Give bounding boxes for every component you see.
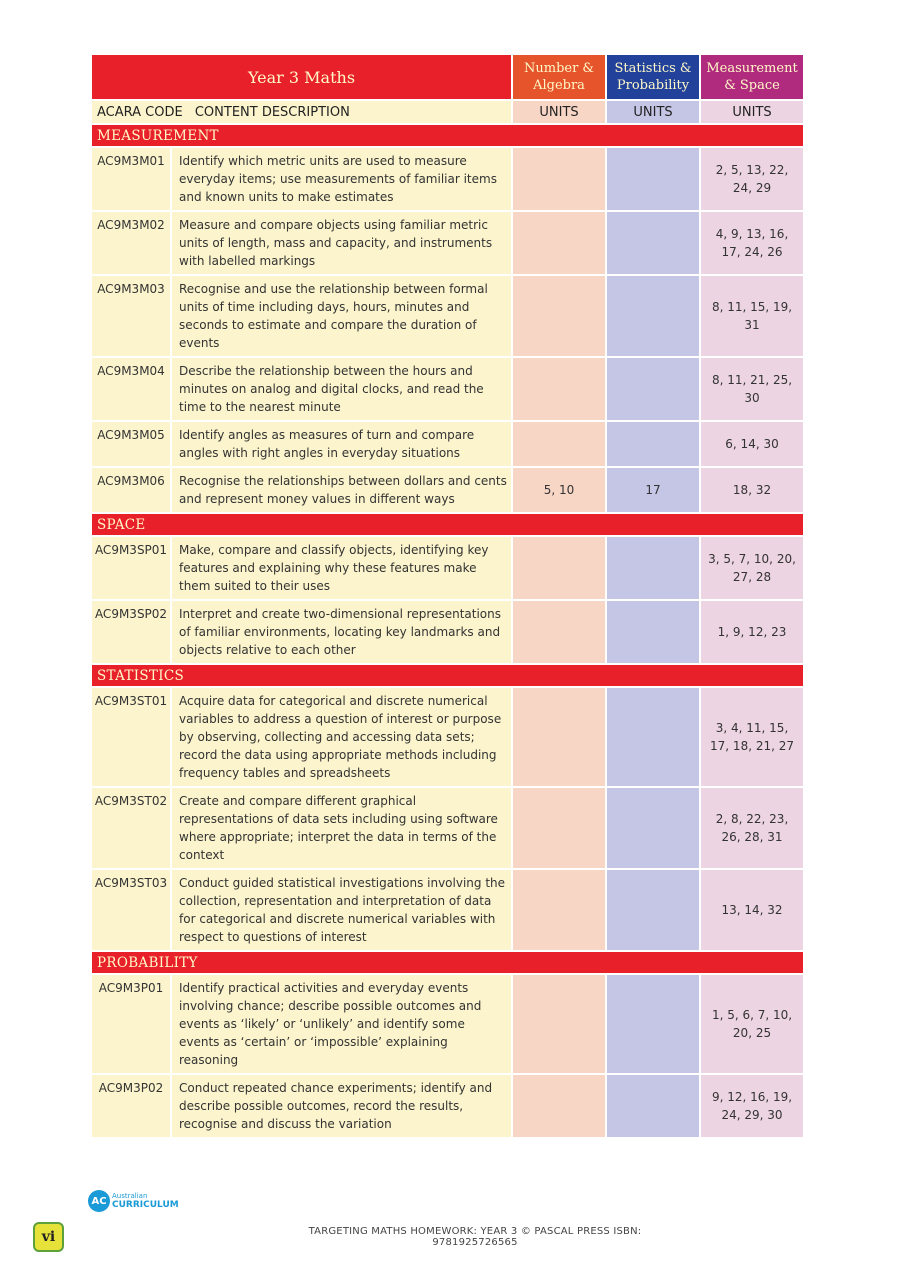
units-measurement-space: 2, 8, 22, 23, 26, 28, 31 [701, 788, 803, 868]
units-number-algebra [513, 148, 605, 210]
units-label-sp: UNITS [607, 101, 699, 123]
units-measurement-space: 9, 12, 16, 19, 24, 29, 30 [701, 1075, 803, 1137]
units-label-ms: UNITS [701, 101, 803, 123]
units-number-algebra [513, 788, 605, 868]
table-row [92, 212, 803, 274]
acara-code: AC9M3M03 [92, 276, 170, 356]
content-description: Conduct guided statistical investigations involving the collection, representation and interpretation of data for categorical and discrete numerical variables with respect to questions of interest [172, 870, 511, 950]
content-description: Make, compare and classify objects, identifying key features and explaining why these features make them suited to their uses [172, 537, 511, 599]
units-measurement-space: 13, 14, 32 [701, 870, 803, 950]
units-statistics-probability [607, 537, 699, 599]
table-row [92, 358, 803, 420]
table-row [92, 276, 803, 356]
acara-code: AC9M3SP02 [92, 601, 170, 663]
units-statistics-probability [607, 212, 699, 274]
units-statistics-probability [607, 870, 699, 950]
units-statistics-probability [607, 422, 699, 466]
table-row [92, 468, 803, 512]
acara-code: AC9M3M01 [92, 148, 170, 210]
content-description: Create and compare different graphical representations of data sets including using software where appropriate; interpret the data in terms of the context [172, 788, 511, 868]
units-number-algebra [513, 212, 605, 274]
units-statistics-probability [607, 788, 699, 868]
units-measurement-space: 2, 5, 13, 22, 24, 29 [701, 148, 803, 210]
australian-curriculum-logo [88, 1190, 179, 1212]
page-number: vi [33, 1222, 64, 1252]
content-description: Identify angles as measures of turn and compare angles with right angles in everyday situations [172, 422, 511, 466]
section-header-row [92, 514, 803, 535]
acara-code: AC9M3ST03 [92, 870, 170, 950]
table-row [92, 1075, 803, 1137]
section-header-row [92, 952, 803, 973]
logo-line-1: Australian [112, 1192, 148, 1200]
units-statistics-probability: 17 [607, 468, 699, 512]
acara-code: AC9M3M02 [92, 212, 170, 274]
table-row [92, 688, 803, 786]
units-number-algebra [513, 537, 605, 599]
content-description: Measure and compare objects using familiar metric units of length, mass and capacity, and instruments with labelled markings [172, 212, 511, 274]
acara-code-label: ACARA CODE [97, 104, 183, 120]
content-description: Recognise and use the relationship between formal units of time including days, hours, minutes and seconds to estimate and compare the duration of events [172, 276, 511, 356]
table-row [92, 148, 803, 210]
section-title: MEASUREMENT [92, 125, 803, 146]
units-number-algebra [513, 358, 605, 420]
content-description: Identify practical activities and everyday events involving chance; describe possible outcomes and events as ‘likely’ or ‘unlikely’ and identify some events as ‘certain’ or ‘impossible’ explaining reasoning [172, 975, 511, 1073]
acara-code: AC9M3M06 [92, 468, 170, 512]
units-measurement-space: 18, 32 [701, 468, 803, 512]
section-header-row [92, 125, 803, 146]
content-description-label: CONTENT DESCRIPTION [194, 104, 350, 120]
units-measurement-space: 1, 9, 12, 23 [701, 601, 803, 663]
content-description: Recognise the relationships between dollars and cents and represent money values in different ways [172, 468, 511, 512]
units-measurement-space: 3, 4, 11, 15, 17, 18, 21, 27 [701, 688, 803, 786]
acara-code: AC9M3P02 [92, 1075, 170, 1137]
acara-code: AC9M3ST02 [92, 788, 170, 868]
units-number-algebra [513, 276, 605, 356]
acara-code: AC9M3M04 [92, 358, 170, 420]
table-row [92, 975, 803, 1073]
units-number-algebra [513, 688, 605, 786]
units-statistics-probability [607, 688, 699, 786]
content-description: Conduct repeated chance experiments; identify and describe possible outcomes, record the results, recognise and discuss the variation [172, 1075, 511, 1137]
ac-logo-icon: AC [88, 1190, 110, 1212]
section-header-row [92, 665, 803, 686]
subheader-row [92, 101, 803, 123]
units-statistics-probability [607, 358, 699, 420]
content-description: Interpret and create two-dimensional representations of familiar environments, locating key landmarks and objects relative to each other [172, 601, 511, 663]
units-statistics-probability [607, 601, 699, 663]
acara-code: AC9M3SP01 [92, 537, 170, 599]
strand-measurement-space: Measurement & Space [701, 55, 803, 99]
section-title: SPACE [92, 514, 803, 535]
units-number-algebra [513, 422, 605, 466]
units-number-algebra [513, 1075, 605, 1137]
content-description: Identify which metric units are used to measure everyday items; use measurements of familiar items and known units to make estimates [172, 148, 511, 210]
logo-line-2: CURRICULUM [112, 1200, 179, 1210]
units-measurement-space: 8, 11, 15, 19, 31 [701, 276, 803, 356]
acara-code: AC9M3M05 [92, 422, 170, 466]
strand-number-algebra: Number & Algebra [513, 55, 605, 99]
units-label-na: UNITS [513, 101, 605, 123]
table-title: Year 3 Maths [92, 55, 511, 99]
units-statistics-probability [607, 975, 699, 1073]
table-row [92, 422, 803, 466]
subheader-labels [92, 101, 511, 123]
units-measurement-space: 3, 5, 7, 10, 20, 27, 28 [701, 537, 803, 599]
units-measurement-space: 1, 5, 6, 7, 10, 20, 25 [701, 975, 803, 1073]
units-number-algebra [513, 601, 605, 663]
curriculum-table [90, 53, 805, 1139]
units-number-algebra: 5, 10 [513, 468, 605, 512]
units-measurement-space: 6, 14, 30 [701, 422, 803, 466]
table-row [92, 788, 803, 868]
units-statistics-probability [607, 1075, 699, 1137]
units-measurement-space: 4, 9, 13, 16, 17, 24, 26 [701, 212, 803, 274]
strand-statistics-probability: Statistics & Probability [607, 55, 699, 99]
acara-code: AC9M3ST01 [92, 688, 170, 786]
units-number-algebra [513, 870, 605, 950]
content-description: Describe the relationship between the hours and minutes on analog and digital clocks, and read the time to the nearest minute [172, 358, 511, 420]
units-number-algebra [513, 975, 605, 1073]
content-description: Acquire data for categorical and discrete numerical variables to address a question of interest or purpose by observing, collecting and accessing data sets; record the data using appropriate methods including frequency tables and spreadsheets [172, 688, 511, 786]
units-measurement-space: 8, 11, 21, 25, 30 [701, 358, 803, 420]
acara-code: AC9M3P01 [92, 975, 170, 1073]
table-row [92, 537, 803, 599]
section-title: STATISTICS [92, 665, 803, 686]
section-title: PROBABILITY [92, 952, 803, 973]
table-row [92, 870, 803, 950]
units-statistics-probability [607, 148, 699, 210]
table-row [92, 601, 803, 663]
units-statistics-probability [607, 276, 699, 356]
title-row [92, 55, 803, 99]
footer-text: TARGETING MATHS HOMEWORK: YEAR 3 © PASCAL PRESS ISBN: 9781925726565 [308, 1226, 642, 1248]
